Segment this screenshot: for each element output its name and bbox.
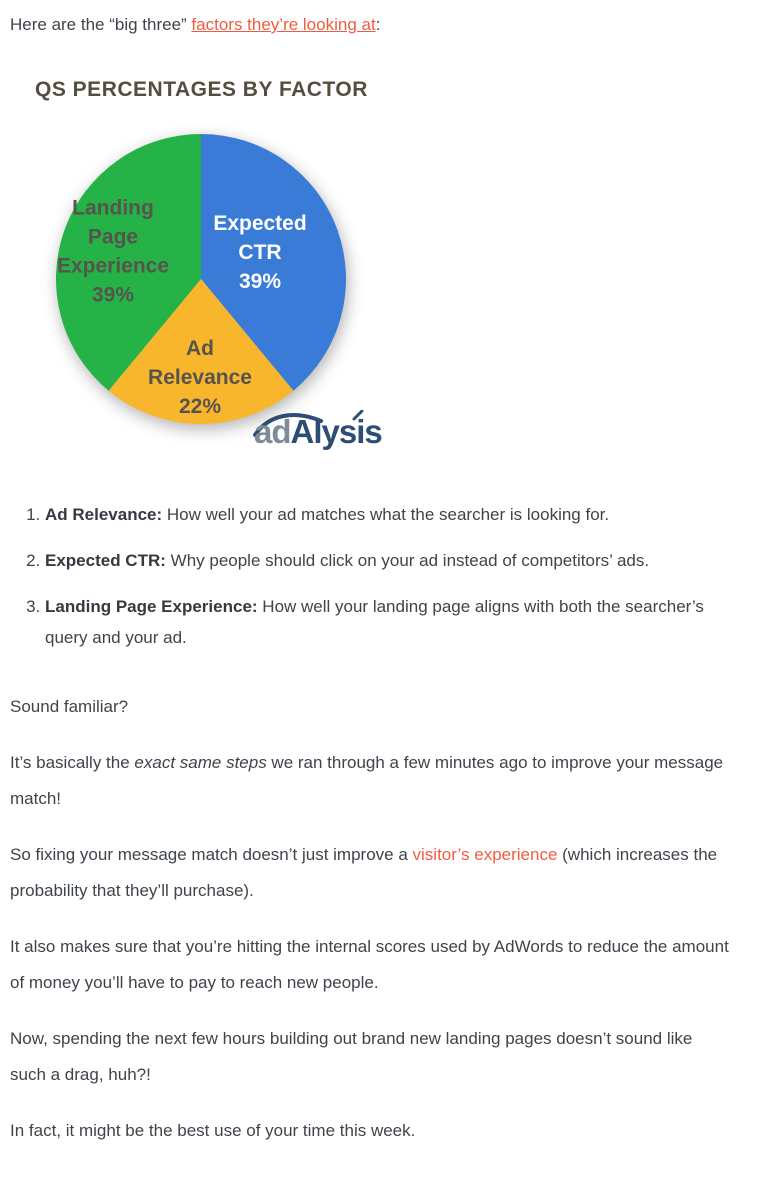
intro-paragraph — [10, 12, 763, 38]
paragraph-in-fact: In fact, it might be the best use of your time this week. — [10, 1121, 416, 1140]
list-item-text: How well your landing page aligns with both the searcher’s query and your ad. — [45, 597, 704, 647]
paragraph-so-fixing — [10, 837, 730, 909]
paragraph-italic-text: exact same steps — [134, 753, 267, 772]
list-item-lead: Ad Relevance: — [45, 505, 163, 524]
list-item-text: How well your ad matches what the searcher is looking for. — [162, 505, 610, 524]
list-item-ad-relevance — [45, 499, 714, 530]
logo-text-ad: ad — [254, 413, 291, 450]
list-item-landing-page-experience — [45, 591, 714, 653]
paragraph-text: So fixing your message match doesn’t just improve a — [10, 845, 413, 864]
list-item-expected-ctr — [45, 545, 714, 576]
pie-chart-figure — [6, 119, 406, 451]
chart-title: QS PERCENTAGES BY FACTOR — [35, 78, 368, 101]
factors-link[interactable]: factors they’re looking at — [191, 15, 376, 34]
list-item-text: Why people should click on your ad instead of competitors’ ads. — [165, 551, 650, 570]
logo-text — [254, 413, 382, 450]
qs-chart-section — [10, 78, 763, 451]
paragraph-text: we ran through a few minutes ago to improve your message match! — [10, 753, 724, 808]
paragraph-now-spending: Now, spending the next few hours building out brand new landing pages doesn’t sound like such a drag, huh?! — [10, 1029, 693, 1084]
adalysis-logo — [253, 410, 393, 452]
pie-slice-label: Ad Relevance 22% — [148, 336, 252, 418]
pie-chart — [6, 119, 396, 444]
factor-list — [14, 499, 714, 653]
paragraph-text: It’s basically the — [10, 753, 135, 772]
visitors-experience-link[interactable]: visitor’s experience — [412, 845, 558, 864]
paragraph-sound-familiar: Sound familiar? — [10, 697, 129, 716]
logo-text-alysis: Alysis — [290, 413, 382, 450]
intro-prefix: Here are the “big three” — [10, 15, 192, 34]
list-item-lead: Landing Page Experience: — [45, 597, 258, 616]
paragraph-also-makes-sure: It also makes sure that you’re hitting the internal scores used by AdWords to reduce the amount of money you’ll have to pay to reach new people. — [10, 937, 729, 992]
list-item-lead: Expected CTR: — [45, 551, 166, 570]
paragraph-text: (which increases the probability that they’ll purchase). — [10, 845, 718, 900]
intro-suffix: : — [375, 15, 381, 34]
pie-slice-label: Expected CTR 39% — [213, 211, 307, 293]
pie-slice-label: Landing Page Experience 39% — [56, 196, 170, 307]
article-body — [10, 689, 763, 1149]
paragraph-basically — [10, 745, 730, 817]
